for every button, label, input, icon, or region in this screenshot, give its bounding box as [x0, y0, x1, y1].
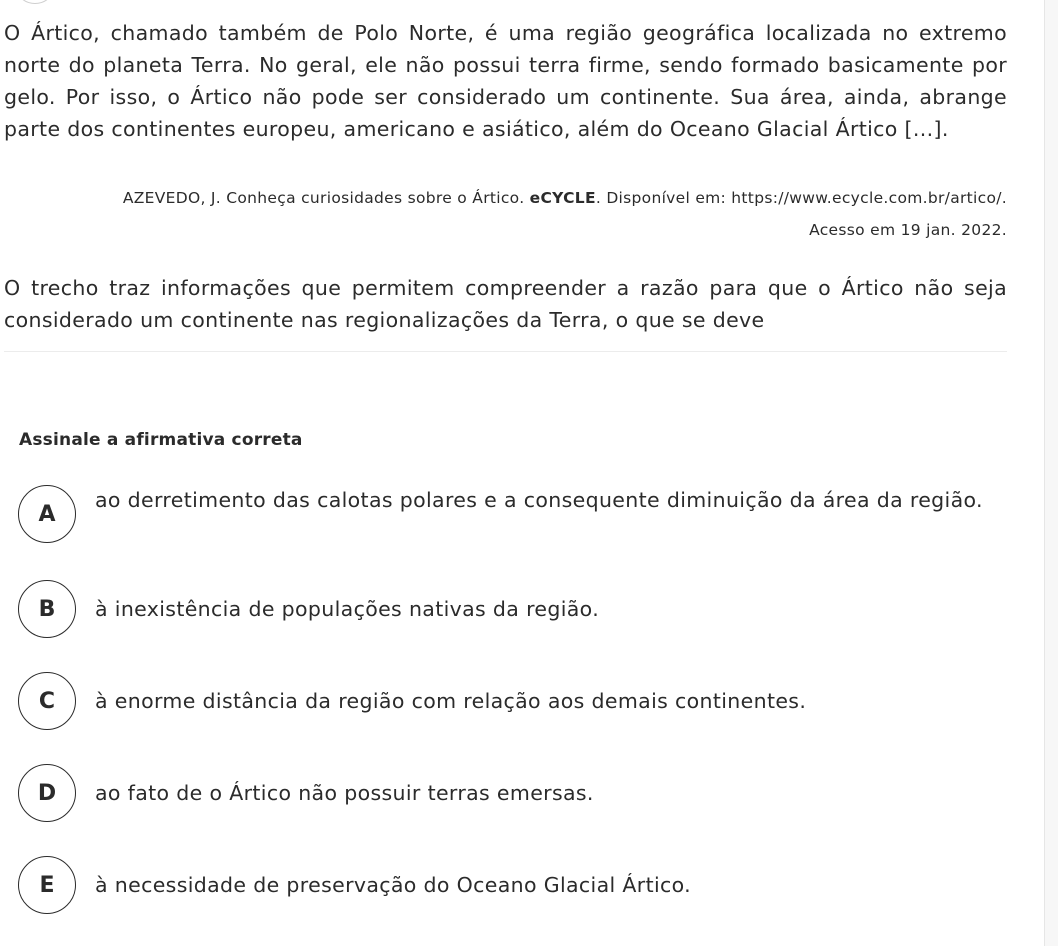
passage-text: O Ártico, chamado também de Polo Norte, é uma região geográfica localizada no extremo norte do planeta Terra. No geral, ele não possui terra firme, sendo formado basicamente por gelo. Por isso, o Ártico não pode ser considerado um continente. Sua área, ainda, abrange parte dos continentes europeu, americano e asiático, além do Oceano Glacial Ártico [...]. — [4, 21, 1007, 141]
option-d-text[interactable]: ao fato de o Ártico não possuir terras emersas. — [95, 781, 594, 805]
option-e-letter[interactable]: E — [18, 856, 76, 914]
citation-source: eCYCLE — [529, 189, 596, 207]
option-b-text[interactable]: à inexistência de populações nativas da região. — [95, 597, 600, 621]
option-b[interactable] — [18, 580, 1008, 638]
option-a[interactable] — [18, 485, 1008, 543]
citation-prefix: AZEVEDO, J. Conheça curiosidades sobre o Ártico. — [122, 189, 530, 207]
citation-suffix: . Disponível em: https://www.ecycle.com.br/artico/. — [595, 189, 1007, 207]
option-d[interactable] — [18, 764, 1008, 822]
question-stem: O trecho traz informações que permitem compreender a razão para que o Ártico não seja considerado um continente nas regionalizações da Terra, o que se deve — [4, 276, 1007, 332]
option-a-text[interactable]: ao derretimento das calotas polares e a consequente diminuição da área da região. — [95, 488, 983, 512]
scrollbar[interactable] — [1044, 0, 1058, 946]
option-b-letter[interactable]: B — [18, 580, 76, 638]
instruction-label: Assinale a afirmativa correta — [19, 430, 303, 450]
citation-access: Acesso em 19 jan. 2022. — [809, 221, 1007, 239]
option-e-text[interactable]: à necessidade de preservação do Oceano Glacial Ártico. — [95, 873, 692, 897]
question-content — [4, 17, 1007, 352]
option-c-text[interactable]: à enorme distância da região com relação aos demais continentes. — [95, 689, 807, 713]
option-e[interactable] — [18, 856, 1008, 914]
option-a-letter[interactable]: A — [18, 485, 76, 543]
divider — [4, 351, 1007, 352]
option-c-letter[interactable]: C — [18, 672, 76, 730]
citation — [4, 182, 1007, 246]
option-d-letter[interactable]: D — [18, 764, 76, 822]
avatar-edge — [18, 0, 52, 4]
option-c[interactable] — [18, 672, 1008, 730]
